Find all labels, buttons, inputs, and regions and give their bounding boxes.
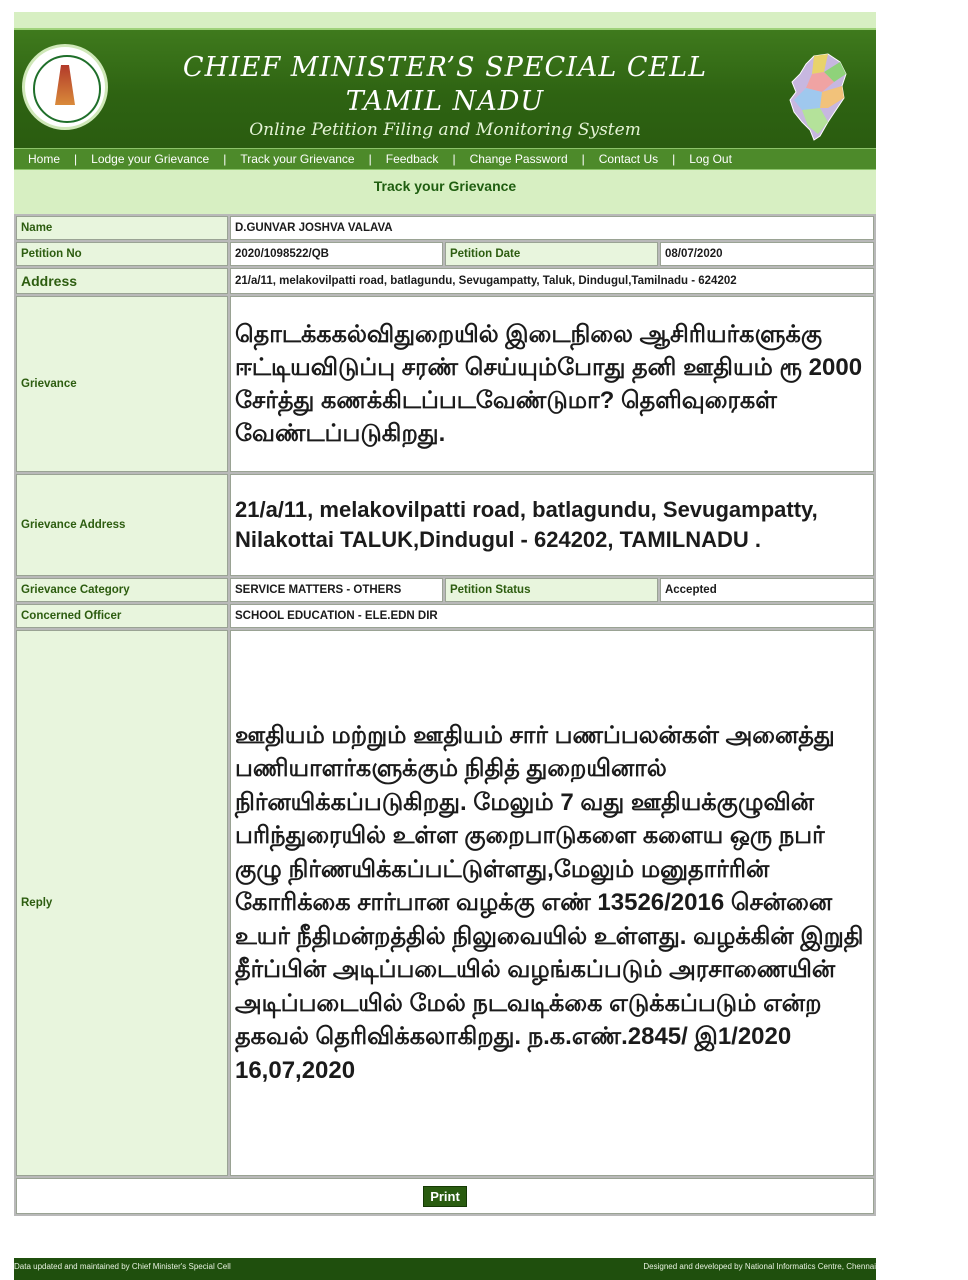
print-button[interactable]: Print	[423, 1186, 467, 1207]
nav-contact-us[interactable]: Contact Us	[598, 152, 659, 166]
header-title-line1: CHIEF MINISTER’S SPECIAL CELL	[182, 52, 708, 83]
grievance-details-table	[14, 214, 876, 1216]
address-label: Address	[16, 268, 228, 294]
concerned-officer-label: Concerned Officer	[16, 604, 228, 628]
footer-right-text: Designed and developed by National Informatics Centre, Chennai	[643, 1261, 876, 1271]
table-row	[16, 474, 874, 576]
footer-left-text: Data updated and maintained by Chief Minister's Special Cell	[14, 1261, 231, 1271]
table-row	[16, 216, 874, 240]
nav-separator: |	[452, 152, 456, 166]
header-subtitle: Online Petition Filing and Monitoring System	[249, 120, 641, 140]
petition-status-value: Accepted	[660, 578, 874, 602]
top-strip	[14, 12, 876, 28]
nav-separator: |	[581, 152, 585, 166]
page	[14, 12, 876, 1222]
name-value: D.GUNVAR JOSHVA VALAVA	[230, 216, 874, 240]
nav-change-password[interactable]: Change Password	[469, 152, 568, 166]
petition-no-value: 2020/1098522/QB	[230, 242, 443, 266]
grievance-category-label: Grievance Category	[16, 578, 228, 602]
reply-text: ஊதியம் மற்றும் ஊதியம் சார் பணப்பலன்கள் அனைத்து பணியாளர்களுக்கும் நிதித் துறையினால் நிர்னயிக்கப்படுகிறது. மேலும் 7 வது ஊதியக்குழுவின் பரிந்துரையில் உள்ள குறைபாடுகளை களைய ஒரு நபர் குழு நிர்ணயிக்கப்பட்டுள்ளது,மேலும் மனுதார்ரின் கோரிக்கை சார்பான வழக்கு எண் 13526/2016 சென்னை உயர் நீதிமன்றத்தில் நிலுவையில் உள்ளது. வழக்கின் இறுதி தீர்ப்பின் அடிப்படையில் வழங்கப்படும் அரசாணையின் அடிப்படையில் மேல் நடவடிக்கை எடுக்கப்படும் என்ற தகவல் தெரிவிக்கலாகிறது. ந.க.எண்.2845/ இ1/2020 16,07,2020	[230, 630, 874, 1176]
table-row	[16, 242, 874, 266]
nav-separator: |	[74, 152, 78, 166]
table-row	[16, 296, 874, 472]
nav-feedback[interactable]: Feedback	[385, 152, 439, 166]
table-row	[16, 578, 874, 602]
header-title-line2: TAMIL NADU	[345, 86, 545, 117]
table-row	[16, 604, 874, 628]
grievance-text: தொடக்ககல்விதுறையில் இடைநிலை ஆசிரியர்களுக்கு ஈட்டியவிடுப்பு சரண் செய்யும்போது தனி ஊதியம் ரூ 2000 சேர்த்து கணக்கிடப்படவேண்டுமா? தெளிவுரைகள் வேண்டப்படுகிறது.	[230, 296, 874, 472]
nav-track-grievance[interactable]: Track your Grievance	[240, 152, 355, 166]
table-row	[16, 630, 874, 1176]
table-row	[16, 1178, 874, 1214]
reply-label: Reply	[16, 630, 228, 1176]
petition-status-label: Petition Status	[445, 578, 658, 602]
name-label: Name	[16, 216, 228, 240]
main-nav	[14, 148, 876, 170]
nav-home[interactable]: Home	[28, 152, 61, 166]
header-banner	[14, 28, 876, 148]
grievance-category-value: SERVICE MATTERS - OTHERS	[230, 578, 443, 602]
concerned-officer-value: SCHOOL EDUCATION - ELE.EDN DIR	[230, 604, 874, 628]
nav-lodge-grievance[interactable]: Lodge your Grievance	[91, 152, 210, 166]
petition-date-label: Petition Date	[445, 242, 658, 266]
print-cell	[16, 1178, 874, 1214]
nav-separator: |	[672, 152, 676, 166]
petition-no-label: Petition No	[16, 242, 228, 266]
grievance-label: Grievance	[16, 296, 228, 472]
nav-separator: |	[368, 152, 372, 166]
table-row	[16, 268, 874, 294]
nav-separator: |	[223, 152, 227, 166]
grievance-address-text: 21/a/11, melakovilpatti road, batlagundu, Sevugampatty, Nilakottai TALUK,Dindugul - 624202, TAMILNADU .	[230, 474, 874, 576]
petition-date-value: 08/07/2020	[660, 242, 874, 266]
footer	[14, 1258, 876, 1280]
address-value: 21/a/11, melakovilpatti road, batlagundu, Sevugampatty, Taluk, Dindugul,Tamilnadu - 624202	[230, 268, 874, 294]
grievance-address-label: Grievance Address	[16, 474, 228, 576]
tamil-nadu-map-icon	[784, 52, 854, 144]
nav-log-out[interactable]: Log Out	[689, 152, 732, 166]
page-title: Track your Grievance	[373, 178, 517, 194]
